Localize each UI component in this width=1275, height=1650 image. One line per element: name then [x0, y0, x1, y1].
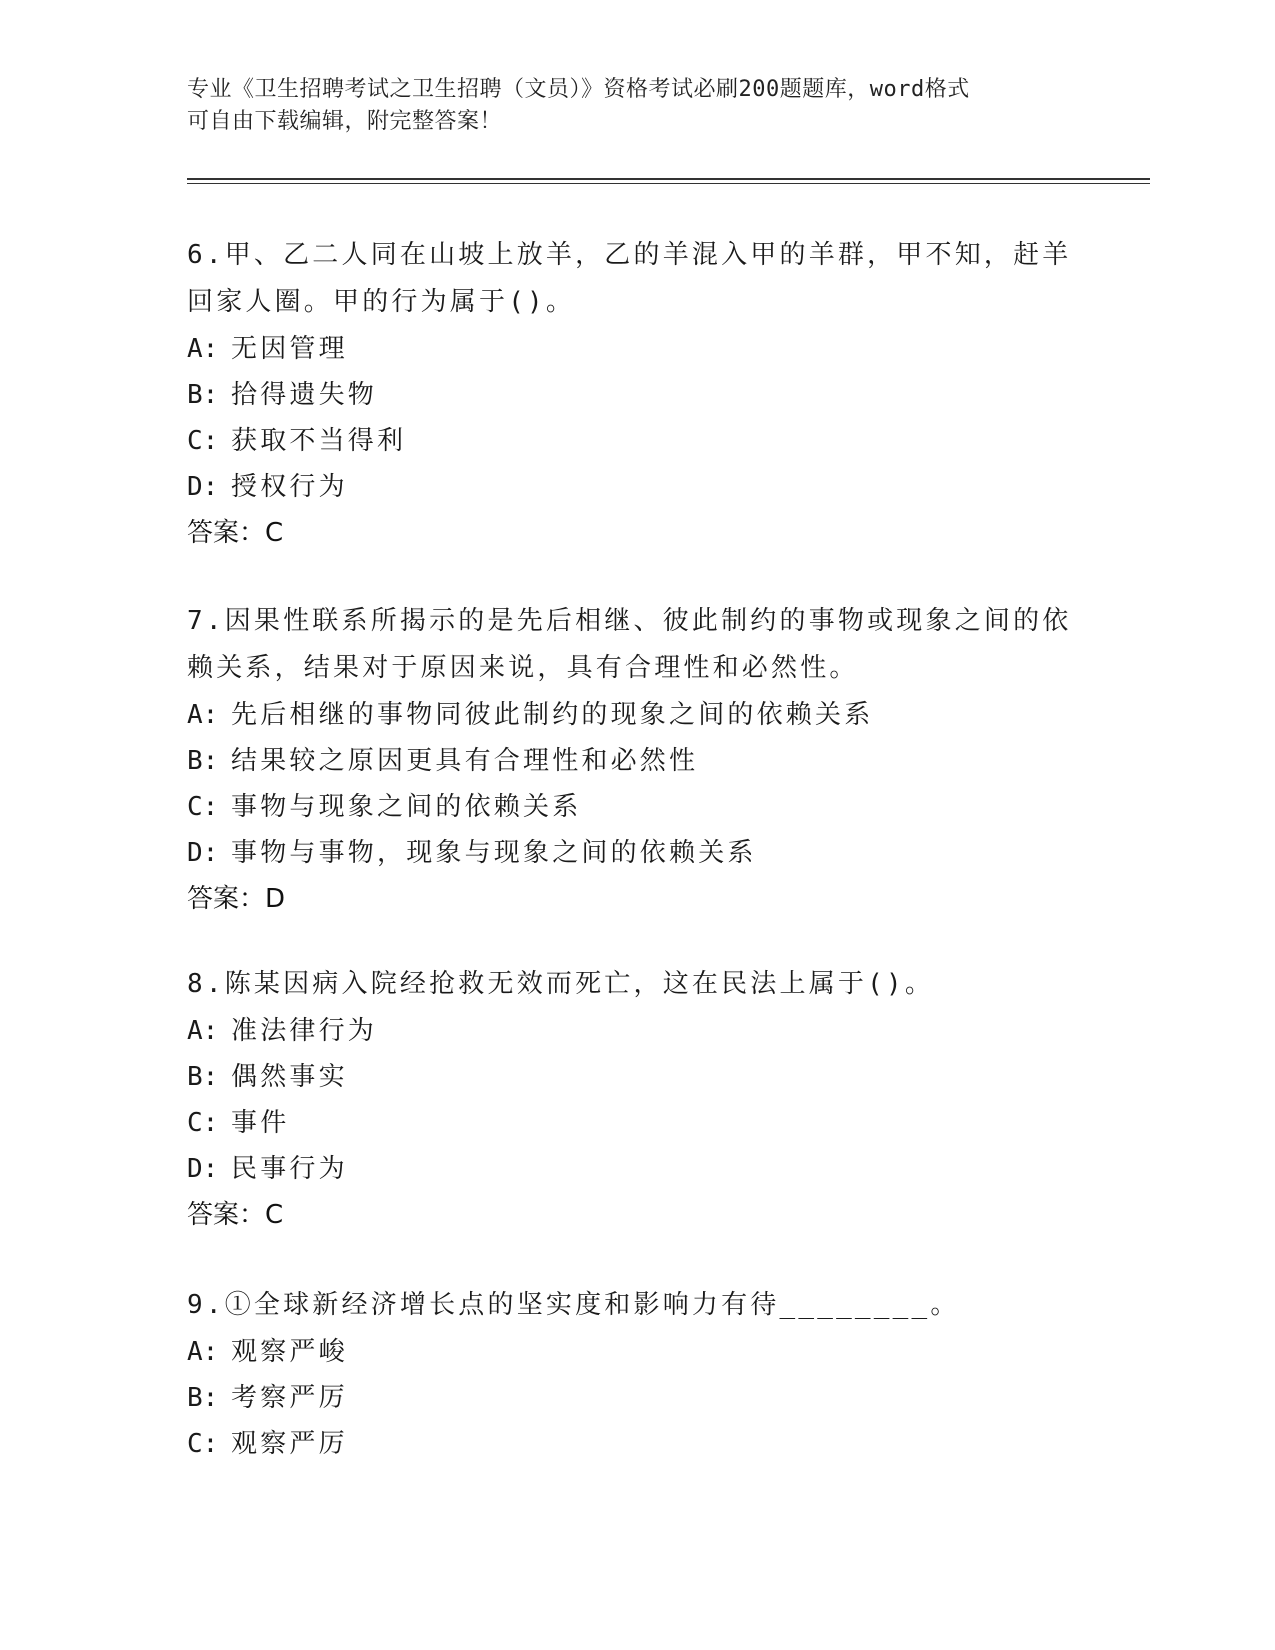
option-c: C: 获取不当得利 — [187, 426, 407, 456]
option-a: A: 准法律行为 — [187, 1016, 378, 1046]
question-9 — [187, 1282, 1087, 1467]
option-d: D: 民事行为 — [187, 1154, 348, 1184]
header-divider-thick — [187, 178, 1150, 180]
option-d: D: 事物与事物，现象与现象之间的依赖关系 — [187, 838, 757, 868]
header-line-1: 专业《卫生招聘考试之卫生招聘（文员）》资格考试必刷200题题库，word格式 — [187, 77, 970, 102]
answer-label: 答案：C — [187, 518, 284, 548]
answer-label: 答案：C — [187, 1200, 284, 1230]
document-header — [187, 74, 1087, 138]
header-line-2: 可自由下载编辑，附完整答案！ — [187, 109, 503, 134]
option-b: B: 拾得遗失物 — [187, 380, 378, 410]
option-c: C: 观察严厉 — [187, 1429, 348, 1459]
option-b: B: 考察严厉 — [187, 1383, 348, 1413]
header-divider-thin — [187, 183, 1150, 184]
option-d: D: 授权行为 — [187, 472, 348, 502]
question-8 — [187, 961, 1087, 1238]
question-6 — [187, 232, 1087, 556]
question-7 — [187, 598, 1087, 922]
question-stem: 7.因果性联系所揭示的是先后相继、彼此制约的事物或现象之间的依赖关系，结果对于原因来说，具有合理性和必然性。 — [187, 606, 1072, 683]
option-a: A: 先后相继的事物同彼此制约的现象之间的依赖关系 — [187, 700, 874, 730]
option-a: A: 观察严峻 — [187, 1337, 348, 1367]
option-c: C: 事件 — [187, 1108, 290, 1138]
answer-label: 答案：D — [187, 884, 286, 914]
option-b: B: 结果较之原因更具有合理性和必然性 — [187, 746, 699, 776]
question-stem: 8.陈某因病入院经抢救无效而死亡，这在民法上属于()。 — [187, 969, 935, 999]
question-stem: 9.①全球新经济增长点的坚实度和影响力有待________。 — [187, 1290, 960, 1320]
question-stem: 6.甲、乙二人同在山坡上放羊，乙的羊混入甲的羊群，甲不知，赶羊回家人圈。甲的行为属于()。 — [187, 240, 1072, 317]
option-c: C: 事物与现象之间的依赖关系 — [187, 792, 582, 822]
option-a: A: 无因管理 — [187, 334, 348, 364]
option-b: B: 偶然事实 — [187, 1062, 348, 1092]
